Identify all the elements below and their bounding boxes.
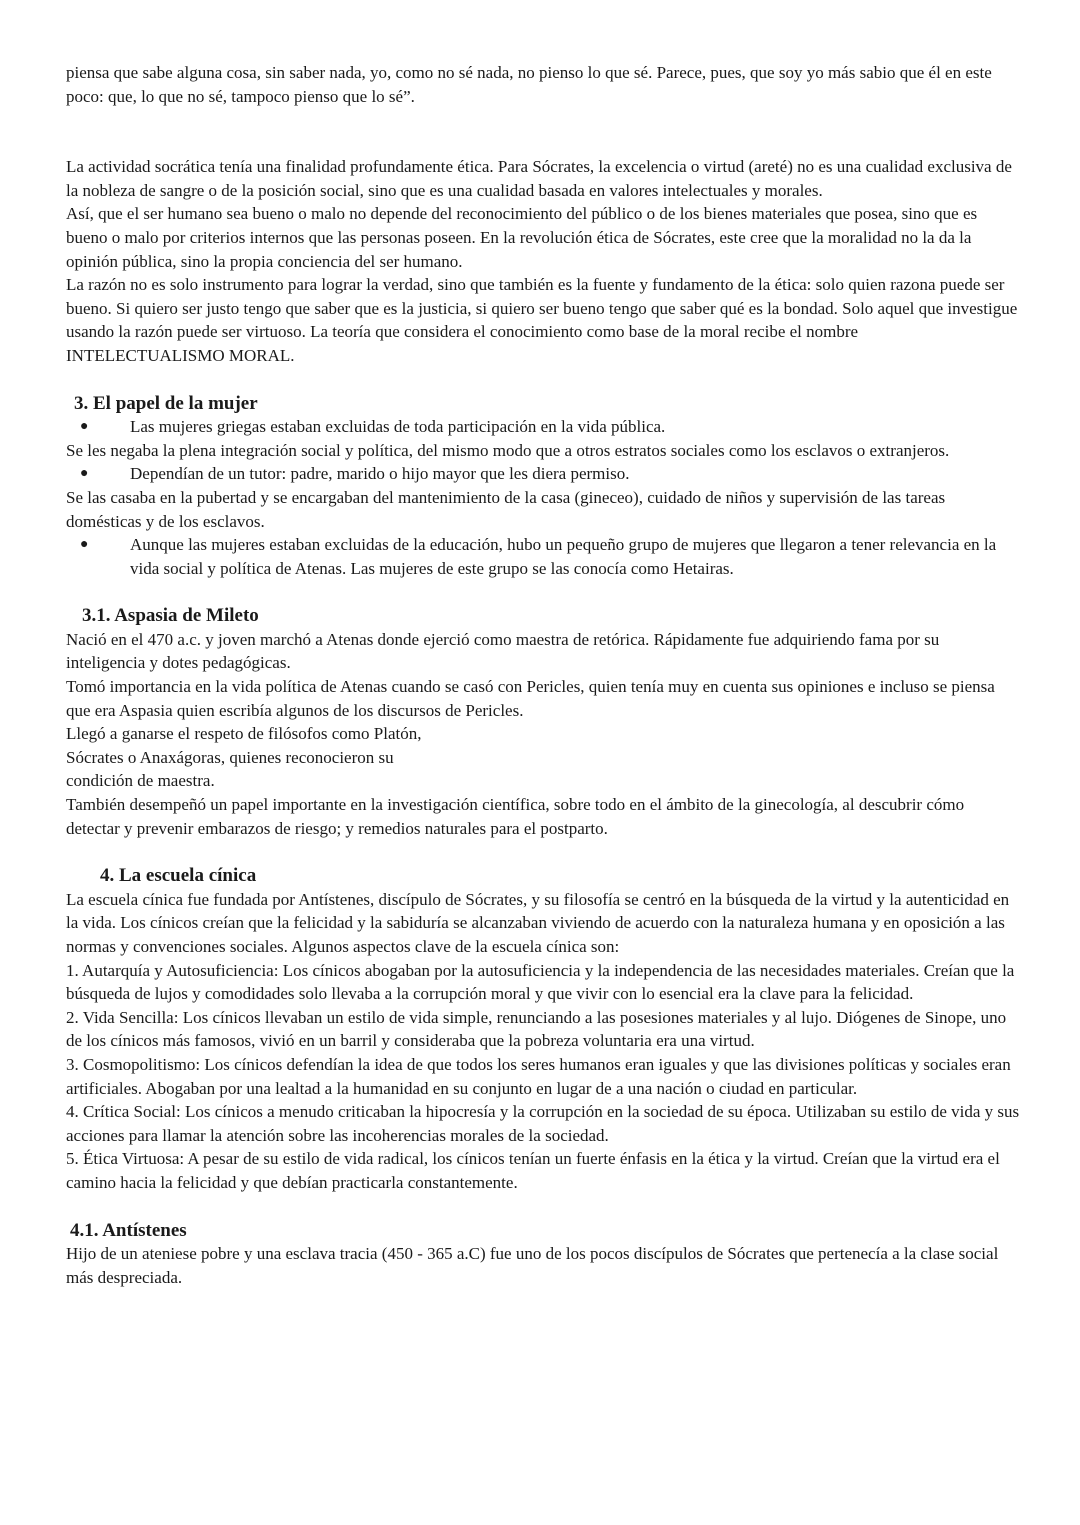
section-4-item-2: 2. Vida Sencilla: Los cínicos llevaban un estilo de vida simple, renunciando a las posesiones materiales y al lujo. Diógenes de Sinope, uno de los cínicos más famosos, vivió en un barril y consideraba que la pobreza voluntaria era una virtud.: [66, 1007, 1007, 1051]
section-4-1-paragraph-1: Hijo de un ateniese pobre y una esclava tracia (450 - 365 a.C) fue uno de los pocos discípulos de Sócrates que pertenecía a la clase social más despreciada.: [66, 1244, 999, 1287]
section-3-1-line-2: Sócrates o Anaxágoras, quienes reconocieron su: [66, 747, 394, 767]
intro-paragraph-4: La razón no es solo instrumento para lograr la verdad, sino que también es la fuente y fundamento de la ética: solo quien razona puede ser bueno. Si quiero ser justo tengo que saber que es la justicia, si quiero ser bueno tengo que saber qué es la bondad. Solo aquel que investigue usando la razón puede ser virtuoso. La teoría que considera el conocimiento como base de la moral recibe el nombre INTELECTUALISMO MORAL.: [66, 275, 1018, 365]
intro-paragraph-2: La actividad socrática tenía una finalidad profundamente ética. Para Sócrates, la excelencia o virtud (areté) no es una cualidad exclusiva de la nobleza de sangre o de la posición social, sino que es una cualidad basada en valores intelectuales y morales.: [66, 157, 1012, 200]
section-3-text-2: Se las casaba en la pubertad y se encargaban del mantenimiento de la casa (gineceo), cuidado de niños y supervisión de las tareas domésticas y de los esclavos.: [66, 487, 946, 531]
section-3-bullets-b: [66, 462, 1020, 486]
section-4-heading: 4. La escuela cínica: [100, 865, 257, 887]
section-3-heading: 3. El papel de la mujer: [74, 392, 258, 414]
section-4-1-heading: 4.1. Antístenes: [70, 1219, 187, 1241]
intro-paragraph-1: piensa que sabe alguna cosa, sin saber nada, yo, como no sé nada, no pienso lo que sé. Parece, pues, que soy yo más sabio que él en este poco: que, lo que no sé, tampoco pienso que lo sé”.: [66, 63, 992, 106]
section-3-1-paragraph-1: Nació en el 470 a.c. y joven marchó a Atenas donde ejerció como maestra de retórica. Rápidamente fue adquiriendo fama por su inteligencia y dotes pedagógicas.: [66, 629, 940, 673]
section-4-item-4: 4. Crítica Social: Los cínicos a menudo criticaban la hipocresía y la corrupción en la sociedad de su época. Utilizaban su estilo de vida y sus acciones para llamar la atención sobre las incoherencias morales de la sociedad.: [66, 1102, 1020, 1145]
section-3-text-1: Se les negaba la plena integración social y política, del mismo modo que a otros estratos sociales como los esclavos o extranjeros.: [66, 440, 950, 460]
section-3-1-paragraph-3: También desempeñó un papel importante en la investigación científica, sobre todo en el ámbito de la ginecología, al descubrir cómo detectar y prevenir embarazos de riesgo; y remedios naturales para el postparto.: [66, 795, 965, 838]
section-3-1-paragraph-2: Tomó importancia en la vida política de Atenas cuando se casó con Pericles, quien tenía muy en cuenta sus opiniones e incluso se piensa que era Aspasia quien escribía algunos de los discursos de Pericles.: [66, 677, 995, 720]
intro-paragraph-3: Así, que el ser humano sea bueno o malo no depende del reconocimiento del público o de los bienes materiales que posea, sino que es bueno o malo por criterios internos que las personas poseen. En la revolución ética de Sócrates, este cree que la moralidad no la da la opinión pública, sino la propia conciencia del ser humano.: [66, 204, 978, 271]
section-4-item-3: 3. Cosmopolitismo: Los cínicos defendían la idea de que todos los seres humanos eran iguales y que las divisiones políticas y sociales eran artificiales. Abogaban por una lealtad a la humanidad en su conjunto en lugar de a una nación o ciudad en particular.: [66, 1054, 1011, 1098]
section-3-1-heading: 3.1. Aspasia de Mileto: [82, 605, 259, 627]
list-item: ● Las mujeres griegas estaban excluidas de toda participación en la vida pública.: [66, 415, 1020, 439]
section-4-item-1: 1. Autarquía y Autosuficiencia: Los cínicos abogaban por la autosuficiencia y la independencia de las necesidades materiales. Creían que la búsqueda de lujos y comodidades solo llevaba a la corrupción moral y que vivir con lo esencial era la clave para la felicidad.: [66, 960, 1015, 1004]
section-4-intro: La escuela cínica fue fundada por Antístenes, discípulo de Sócrates, y su filosofía se centró en la búsqueda de la virtud y la autenticidad en la vida. Los cínicos creían que la felicidad y la sabiduría se alcanzaban viviendo de acuerdo con la naturaleza humana y en oposición a las normas y convenciones sociales. Algunos aspectos clave de la escuela cínica son:: [66, 889, 1010, 956]
section-3-1-line-1: Llegó a ganarse el respeto de filósofos como Platón,: [66, 724, 422, 744]
list-item: ● Dependían de un tutor: padre, marido o hijo mayor que les diera permiso.: [66, 462, 1020, 486]
bullet-icon: ●: [80, 419, 89, 435]
bullet-icon: ●: [80, 466, 89, 482]
bullet-icon: ●: [80, 537, 89, 553]
list-item: ● Aunque las mujeres estaban excluidas de la educación, hubo un pequeño grupo de mujeres que llegaron a tener relevancia en la vida social y política de Atenas. Las mujeres de este grupo se las conocía como Hetairas.: [80, 535, 997, 578]
section-3-bullets-a: [66, 415, 1020, 439]
section-3-bullets-c: [66, 533, 1020, 580]
section-3-1-line-3: condición de maestra.: [66, 771, 215, 791]
section-4-item-5: 5. Ética Virtuosa: A pesar de su estilo de vida radical, los cínicos tenían un fuerte énfasis en la ética y la virtud. Creían que la virtud era el camino hacia la felicidad y que debían practicarla constantemente.: [66, 1149, 1000, 1192]
